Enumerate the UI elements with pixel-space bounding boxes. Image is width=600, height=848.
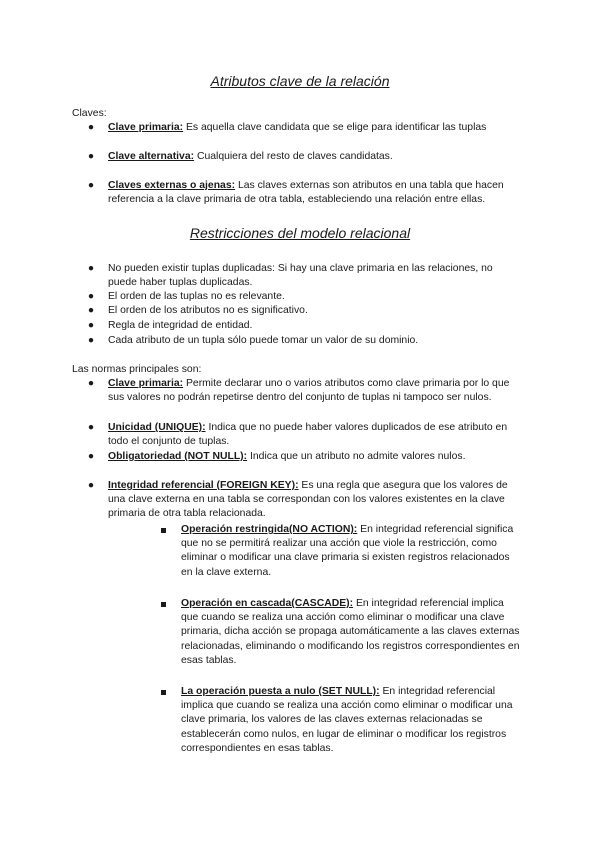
sub-item-no-action <box>181 523 521 580</box>
list-item-clave-alternativa <box>87 150 522 164</box>
bullet-icon: ● <box>87 291 95 302</box>
definition: En integridad referencial significa que no se permitirá realizar una acción que viole la restricción, como eliminar o modificar una clave primaria si existen registros relacionados en la clave externa. <box>181 524 514 578</box>
list-item-claves-externas <box>87 179 522 207</box>
square-bullet-icon <box>161 528 166 533</box>
restriccion-text: No pueden existir tuplas duplicadas: Si hay una clave primaria en las relaciones, no puede haber tuplas duplicadas. <box>108 263 493 289</box>
list-item-restriccion <box>87 319 522 333</box>
bullet-icon: ● <box>87 263 95 274</box>
term: Clave primaria: <box>108 378 184 389</box>
bullet-icon: ● <box>87 122 95 133</box>
list-item-norma-unicidad <box>87 421 522 449</box>
definition: En integridad referencial implica que cuando se realiza una acción como eliminar o modificar una clave primaria, dicha acción se propaga automáticamente a las claves externas relacionadas, eliminando o modificando los registros correspondientes en esas tablas. <box>181 598 520 666</box>
bullet-icon: ● <box>87 180 95 191</box>
term: Operación restringida(NO ACTION): <box>181 524 358 535</box>
term: La operación puesta a nulo (SET NULL): <box>181 686 380 697</box>
definition: Indica que un atributo no admite valores nulos. <box>247 451 466 462</box>
list-item-norma-integridad-referencial <box>87 479 522 522</box>
square-bullet-icon <box>161 690 166 695</box>
definition: Las claves externas son atributos en una tabla que hacen referencia a la clave primaria de otra tabla, estableciendo una relación entre ellas. <box>108 180 504 206</box>
term: Clave primaria: <box>108 122 184 133</box>
square-bullet-icon <box>161 602 166 607</box>
term: Integridad referencial (FOREIGN KEY): <box>108 480 299 491</box>
title-atributos-clave: Atributos clave de la relación <box>210 73 390 89</box>
list-item-norma-obligatoriedad <box>87 450 522 464</box>
list-item-norma-clave-primaria <box>87 377 522 405</box>
bullet-icon: ● <box>87 378 95 389</box>
bullet-icon: ● <box>87 335 95 346</box>
definition: Es aquella clave candidata que se elige para identificar las tuplas <box>183 122 487 133</box>
definition: Cualquiera del resto de claves candidatas. <box>194 151 393 162</box>
list-item-restriccion <box>87 334 522 348</box>
bullet-icon: ● <box>87 451 95 462</box>
sub-item-set-null <box>181 685 521 756</box>
sub-item-cascade <box>181 597 521 668</box>
claves-label: Claves: <box>72 108 107 119</box>
restriccion-text: Regla de integridad de entidad. <box>108 320 253 331</box>
list-item-clave-primaria <box>87 121 522 135</box>
term: Operación en cascada(CASCADE): <box>181 598 354 609</box>
definition: En integridad referencial implica que cuando se realiza una acción como eliminar o modificar una clave primaria, los valores de las claves externas relacionadas se establecerán como nulos, en lugar de eliminar o modificar los registros correspondientes en esas tablas. <box>181 686 513 754</box>
list-item-restriccion <box>87 304 522 318</box>
definition: Indica que no puede haber valores duplicados de ese atributo en todo el conjunto de tuplas. <box>108 422 508 448</box>
restriccion-text: El orden de los atributos no es significativo. <box>108 305 308 316</box>
bullet-icon: ● <box>87 480 95 491</box>
bullet-icon: ● <box>87 305 95 316</box>
restriccion-text: Cada atributo de un tupla sólo puede tomar un valor de su dominio. <box>108 335 419 346</box>
definition: Es una regla que asegura que los valores de una clave externa en una tabla se correspondan con los valores existentes en la clave primaria de otra tabla relacionada. <box>108 480 508 520</box>
term: Obligatoriedad (NOT NULL): <box>108 451 248 462</box>
list-item-restriccion <box>87 290 522 304</box>
normas-label: Las normas principales son: <box>72 364 202 375</box>
title-restricciones: Restricciones del modelo relacional <box>189 225 411 241</box>
bullet-icon: ● <box>87 320 95 331</box>
term: Claves externas o ajenas: <box>108 180 236 191</box>
list-item-restriccion <box>87 262 522 290</box>
bullet-icon: ● <box>87 422 95 433</box>
restriccion-text: El orden de las tuplas no es relevante. <box>108 291 285 302</box>
term: Unicidad (UNIQUE): <box>108 422 206 433</box>
definition: Permite declarar uno o varios atributos como clave primaria por lo que sus valores no podrán repetirse dentro del conjunto de tuplas ni tampoco ser nulos. <box>108 378 510 404</box>
term: Clave alternativa: <box>108 151 195 162</box>
bullet-icon: ● <box>87 151 95 162</box>
